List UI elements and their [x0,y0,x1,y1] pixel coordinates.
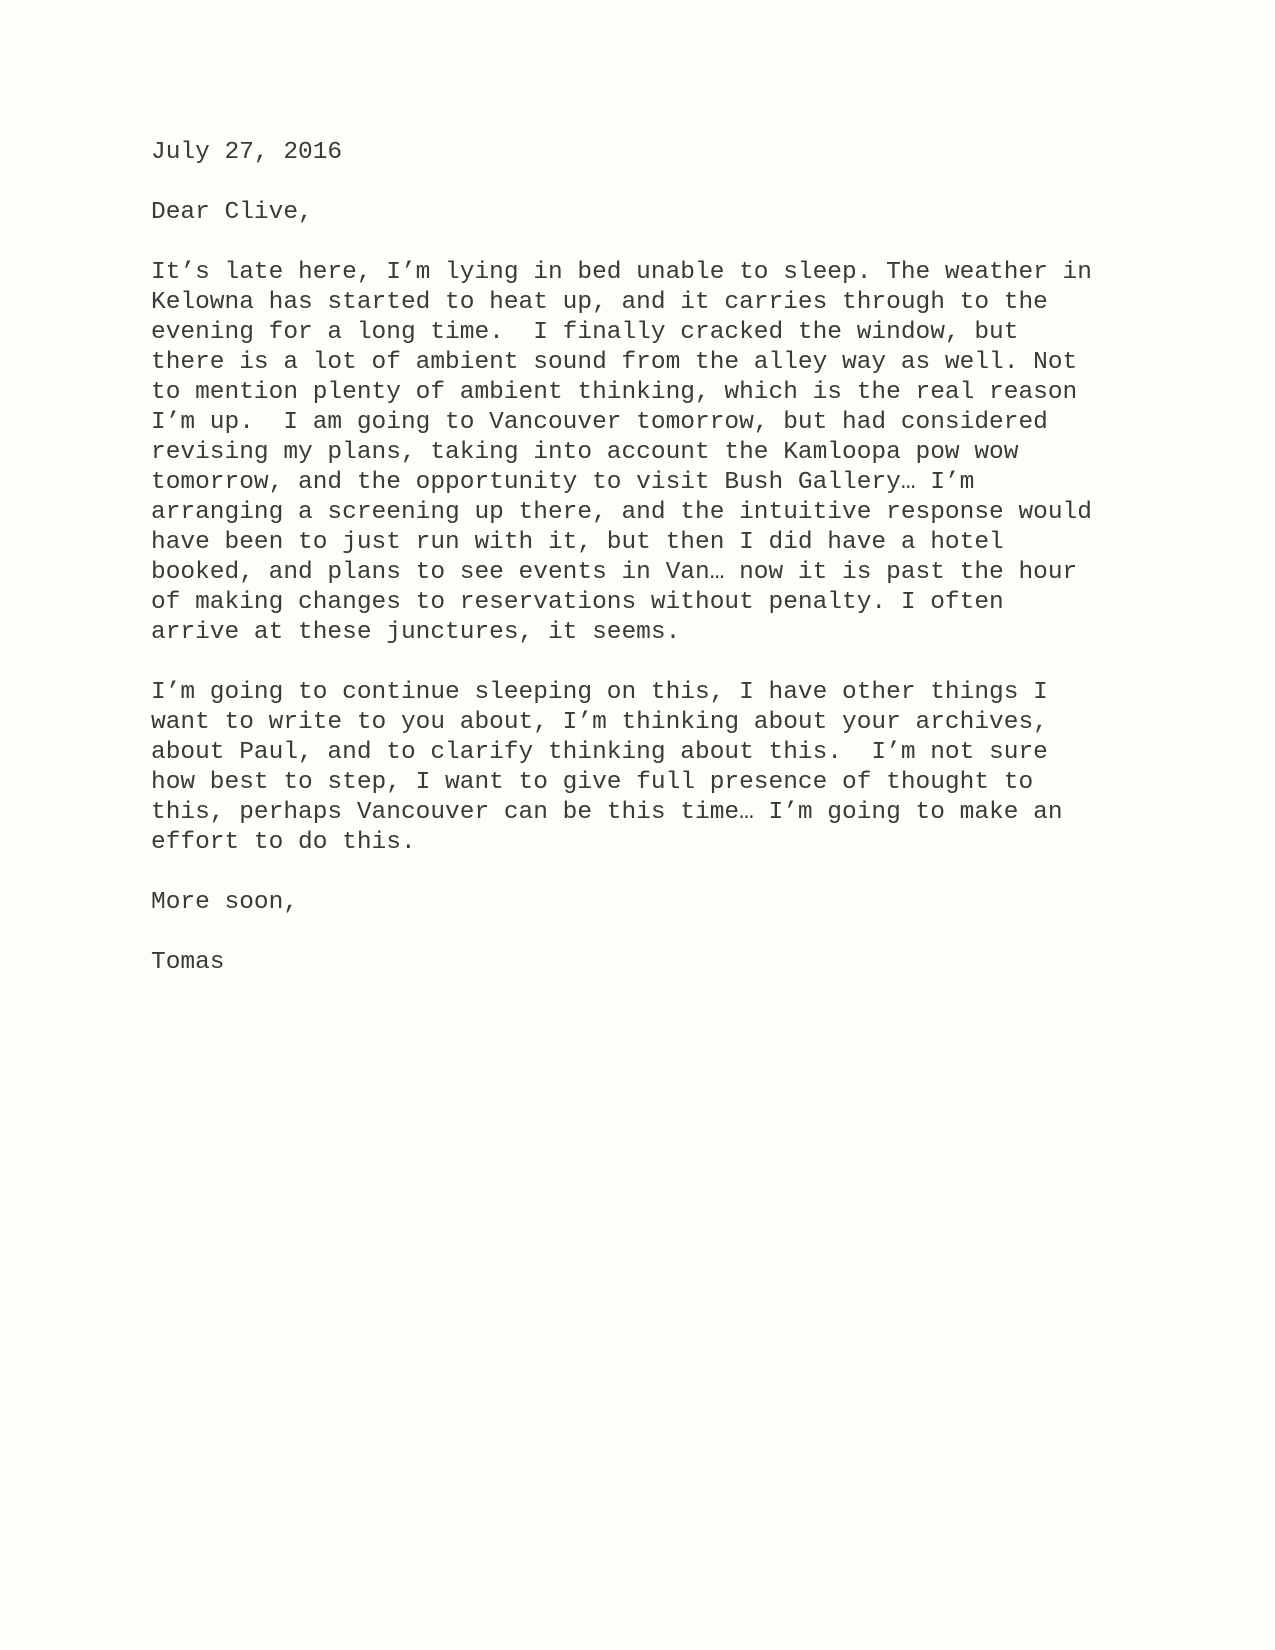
paragraph-line: this, perhaps Vancouver can be this time… I’m going to make an [151,799,1063,826]
letter-salutation-block [151,198,1151,228]
paragraph-line: Kelowna has started to heat up, and it carries through to the [151,289,1048,316]
paragraph-line: I’m up. I am going to Vancouver tomorrow, but had considered [151,409,1048,436]
letter-closing-block [151,888,1151,918]
paragraph-line: to mention plenty of ambient thinking, which is the real reason [151,379,1078,406]
paragraph-line: have been to just run with it, but then I did have a hotel [151,529,1004,556]
paragraph-line: It’s late here, I’m lying in bed unable to sleep. The weather in [151,259,1092,286]
letter-paragraph-1 [151,258,1151,648]
letter-date-block [151,138,1151,168]
paragraph-line: how best to step, I want to give full presence of thought to [151,769,1034,796]
letter-salutation: Dear Clive, [151,199,313,226]
paragraph-line: booked, and plans to see events in Van… now it is past the hour [151,559,1078,586]
letter-signature-block [151,948,1151,978]
paragraph-line: effort to do this. [151,829,416,856]
letter [151,138,1151,1008]
letter-paragraph-2 [151,678,1151,858]
paragraph-line: want to write to you about, I’m thinking about your archives, [151,709,1048,736]
paragraph-line: arrive at these junctures, it seems. [151,619,681,646]
letter-closing: More soon, [151,889,299,916]
letter-signature: Tomas [151,949,225,976]
paragraph-line: there is a lot of ambient sound from the alley way as well. Not [151,349,1078,376]
paragraph-line: tomorrow, and the opportunity to visit Bush Gallery… I’m [151,469,975,496]
letter-date: July 27, 2016 [151,139,343,166]
paragraph-line: I’m going to continue sleeping on this, I have other things I [151,679,1048,706]
paragraph-line: evening for a long time. I finally cracked the window, but [151,319,1019,346]
paragraph-line: about Paul, and to clarify thinking about this. I’m not sure [151,739,1048,766]
paragraph-line: of making changes to reservations without penalty. I often [151,589,1004,616]
paragraph-line: revising my plans, taking into account the Kamloopa pow wow [151,439,1019,466]
paragraph-line: arranging a screening up there, and the intuitive response would [151,499,1092,526]
